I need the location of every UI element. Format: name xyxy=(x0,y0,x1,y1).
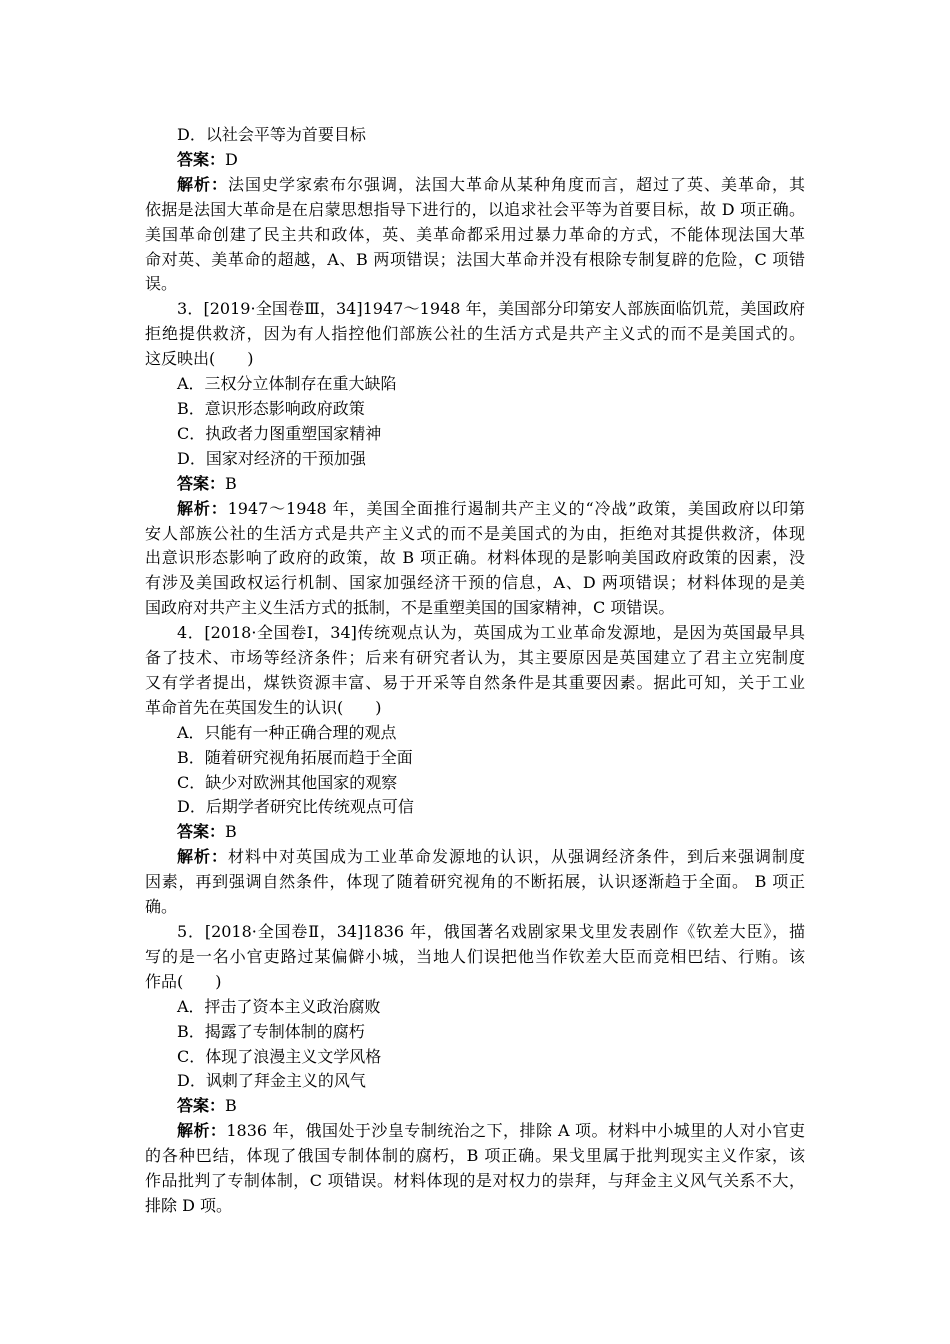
q4-analysis-line: 确。 xyxy=(145,897,178,917)
q5-stem-line: 写的是一名小官吏路过某偏僻小城，当地人们误把他当作钦差大臣而竞相巴结、行贿。该 xyxy=(145,946,805,966)
q5-option-a: A．抨击了资本主义政治腐败 xyxy=(177,996,381,1016)
q3-stem-line: 拒绝提供救济，因为有人指控他们部族公社的生活方式是共产主义式的而不是美国式的。 xyxy=(145,324,805,344)
analysis-label: 解析： xyxy=(177,498,228,518)
analysis-label: 解析： xyxy=(177,174,228,194)
q2-analysis-line: 美国革命创建了民主共和政体，英、美革命都采用过暴力革命的方式，不能体现法国大革 xyxy=(145,224,805,244)
answer-value: B xyxy=(225,822,237,842)
q3-stem-line: 3．[2019·全国卷Ⅲ，34]1947～1948 年，美国部分印第安人部族面临饥荒，美国政府 xyxy=(177,299,805,319)
answer-label: 答案： xyxy=(177,822,226,842)
q3-analysis-line: 安人部族公社的生活方式是共产主义式的而不是美国式的为由，拒绝对其提供救济，体现 xyxy=(145,523,805,543)
q4-option-b: B．随着研究视角拓展而趋于全面 xyxy=(177,747,413,767)
q3-option-c: C．执政者力图重塑国家精神 xyxy=(177,423,382,443)
q4-analysis-line: 解析：材料中对英国成为工业革命发源地的认识，从强调经济条件，到后来强调制度 xyxy=(177,847,805,867)
q5-analysis-line: 作品批判了专制体制，C 项错误。材料体现的是对权力的崇拜，与拜金主义风气关系不大， xyxy=(145,1171,805,1191)
q3-answer xyxy=(145,472,805,497)
answer-label: 答案： xyxy=(177,473,226,493)
q2-analysis-line: 误。 xyxy=(145,274,178,294)
analysis-label: 解析： xyxy=(177,847,228,867)
q2-analysis-line: 依据是法国大革命是在启蒙思想指导下进行的，以追求社会平等为首要目标，故 D 项正确。 xyxy=(145,199,805,219)
q3-option-a: A．三权分立体制存在重大缺陷 xyxy=(177,374,397,394)
q4-option-d: D．后期学者研究比传统观点可信 xyxy=(177,797,414,817)
answer-label: 答案： xyxy=(177,149,226,169)
answer-label: 答案： xyxy=(177,1096,226,1116)
q4-option-c: C．缺少对欧洲其他国家的观察 xyxy=(177,772,398,792)
q2-option-d: D．以社会平等为首要目标 xyxy=(177,125,366,144)
q2-answer xyxy=(145,148,805,173)
q4-analysis-line: 因素，再到强调自然条件，体现了随着研究视角的不断拓展，认识逐渐趋于全面。 B 项正 xyxy=(145,872,805,892)
q3-stem-line: 这反映出( ) xyxy=(145,349,254,369)
q4-stem-line: 4．[2018·全国卷Ⅰ，34]传统观点认为，英国成为工业革命发源地，是因为英国最早具 xyxy=(177,623,805,643)
q3-analysis-line: 国政府对共产主义生活方式的抵制，不是重塑美国的国家精神，C 项错误。 xyxy=(145,598,675,618)
q4-stem-line: 又有学者提出，煤铁资源丰富、易于开采等自然条件是其重要因素。据此可知，关于工业 xyxy=(145,672,805,692)
q5-stem-line: 5．[2018·全国卷Ⅱ，34]1836 年，俄国著名戏剧家果戈里发表剧作《钦差大臣》，描 xyxy=(177,922,805,941)
q3-option-d: D．国家对经济的干预加强 xyxy=(177,448,366,468)
q5-analysis-line: 解析：1836 年，俄国处于沙皇专制统治之下，排除 A 项。材料中小城里的人对小官吏 xyxy=(177,1121,805,1141)
document-body xyxy=(145,123,805,1219)
q4-stem-line: 革命首先在英国发生的认识( ) xyxy=(145,697,382,717)
q3-analysis-line: 解析：1947～1948 年，美国全面推行遏制共产主义的“冷战”政策，美国政府以印第 xyxy=(177,498,805,518)
q3-analysis-line: 出意识形态影响了政府的政策，故 B 项正确。材料体现的是影响美国政府政策的因素，没 xyxy=(145,548,805,568)
q5-option-b: B．揭露了专制体制的腐朽 xyxy=(177,1021,365,1041)
answer-value: B xyxy=(225,1096,237,1116)
q5-analysis-line: 的各种巴结，体现了俄国专制体制的腐朽，B 项正确。果戈里属于批判现实主义作家，该 xyxy=(145,1146,805,1166)
q2-analysis-line: 命对英、美革命的超越，A、B 两项错误；法国大革命并没有根除专制复辟的危险，C 项错 xyxy=(145,249,805,269)
q4-option-a: A．只能有一种正确合理的观点 xyxy=(177,722,397,742)
q4-answer xyxy=(145,820,805,845)
q5-stem-line: 作品( ) xyxy=(145,971,222,991)
q5-analysis-line: 排除 D 项。 xyxy=(145,1195,233,1215)
q5-option-d: D．讽刺了拜金主义的风气 xyxy=(177,1071,366,1091)
answer-value: D xyxy=(225,149,238,169)
q5-option-c: C．体现了浪漫主义文学风格 xyxy=(177,1046,382,1066)
q4-stem-line: 备了技术、市场等经济条件；后来有研究者认为，其主要原因是英国建立了君主立宪制度 xyxy=(145,648,805,668)
analysis-label: 解析： xyxy=(177,1121,227,1141)
answer-value: B xyxy=(225,473,237,493)
q3-analysis-line: 有涉及美国政权运行机制、国家加强经济干预的信息，A、D 两项错误；材料体现的是美 xyxy=(145,573,805,593)
q3-option-b: B．意识形态影响政府政策 xyxy=(177,398,365,418)
q2-analysis-line: 解析：法国史学家索布尔强调，法国大革命从某种角度而言，超过了英、美革命，其 xyxy=(177,174,805,194)
q5-answer xyxy=(145,1094,805,1119)
